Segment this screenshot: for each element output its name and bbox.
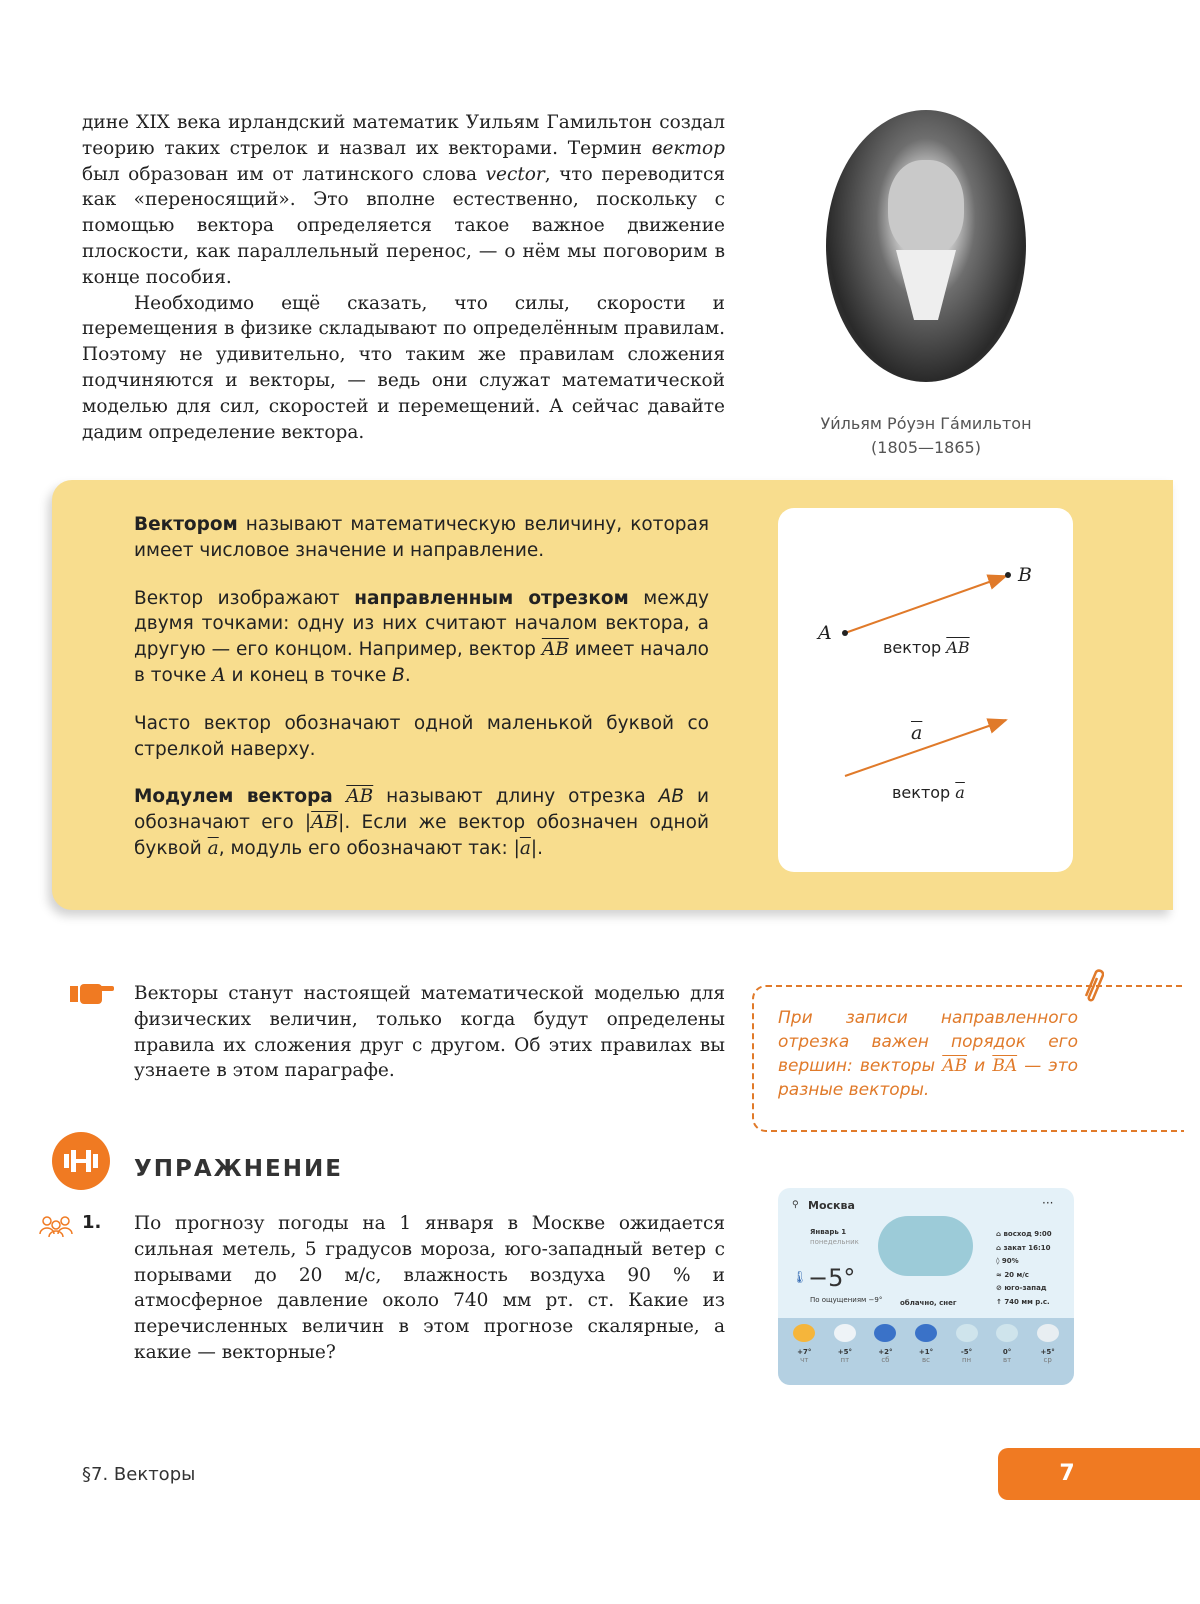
- cloud-snow-icon: [878, 1216, 973, 1276]
- location-pin-icon: ⚲: [792, 1200, 799, 1210]
- exercise-number: 1.: [82, 1212, 102, 1233]
- forecast-weather-icon: [915, 1324, 937, 1342]
- weather-widget: [778, 1188, 1074, 1385]
- text: — это разные векторы.: [778, 1056, 1078, 1100]
- detail-sunset: ⌂ закат 16:10: [996, 1243, 1051, 1252]
- text: .: [404, 664, 411, 686]
- weather-feels: По ощущениям −9°: [810, 1296, 883, 1304]
- vector-notation: $\overline{AB}$: [311, 812, 339, 834]
- exercise-text: По прогнозу погоды на 1 января в Москве ожидается сильная метель, 5 градусов мороза, юго-западный ветер с порывами до 20 м/с, влажность воздуха 90 % и атмосферное давление около 740 мм рт. ст. Какие из перечисленных величин в этом прогнозе скалярные, а какие — векторные?: [134, 1213, 725, 1363]
- hamilton-portrait: [826, 110, 1026, 382]
- math: B: [392, 664, 405, 686]
- forecast-temp: +5°: [837, 1348, 852, 1356]
- forecast-temp: +1°: [918, 1348, 934, 1356]
- text: называют длину отрезка: [373, 786, 659, 808]
- vector-notation: $\overline{AB}$: [346, 786, 374, 808]
- forecast-weekday: чт: [800, 1356, 809, 1364]
- forecast-day: [989, 1324, 1025, 1364]
- text: 20 м/с: [1004, 1270, 1029, 1279]
- forecast-weather-icon: [996, 1324, 1018, 1342]
- paragraph: Необходимо ещё сказать, что силы, скорости и перемещения в физике складывают по определённым правилам. Поэтому не удивительно, что таким же правилам сложения подчиняются и векторы, — ведь они служат математической моделью для сил, скоростей и перемещений. А сейчас давайте дадим определение вектора.: [82, 292, 725, 443]
- forecast-weekday: сб: [881, 1356, 890, 1364]
- text: закат 16:10: [1003, 1243, 1051, 1252]
- bold-term: Вектором: [134, 514, 238, 535]
- vector-diagram: [778, 508, 1073, 872]
- forecast-temp: +2°: [878, 1348, 893, 1356]
- detail-pressure: ↑ 740 мм р.с.: [996, 1297, 1050, 1306]
- detail-direction: ⊘ юго-запад: [996, 1284, 1047, 1293]
- forecast-day: [827, 1324, 863, 1364]
- forecast-day: [949, 1324, 985, 1364]
- forecast-weather-icon: [793, 1324, 815, 1342]
- weather-weekday: понедельник: [810, 1238, 859, 1246]
- forecast-weather-icon: [874, 1324, 896, 1342]
- bold-term: Модулем вектора: [134, 786, 347, 808]
- forecast-strip: [778, 1318, 1074, 1385]
- vector-notation: $\overline{AB}$: [946, 638, 970, 657]
- section-title: §7. Векторы: [82, 1464, 196, 1485]
- vector-notation: $\overline{AB}$: [541, 639, 569, 661]
- text: и обозначают его |: [134, 786, 709, 834]
- text: называют математическую величину, которая имеет числовое значение и направление.: [134, 514, 709, 561]
- pointing-hand-icon: [70, 980, 116, 1006]
- vector-notation: $\overline{a}$: [519, 837, 531, 859]
- text: был образован им от латинского слова: [82, 163, 486, 185]
- note-paragraph: Векторы станут настоящей математической моделью для физических величин, только когда будут определены правила их сложения друг с другом. Об этих правилах вы узнаете в этом параграфе.: [134, 983, 725, 1082]
- weather-city: Москва: [808, 1199, 855, 1212]
- dumbbell-icon: [52, 1132, 110, 1190]
- bold-term: направленным отрезком: [354, 587, 629, 609]
- intro-text: [82, 110, 725, 445]
- detail-sunrise: ⌂ восход 9:00: [996, 1230, 1052, 1238]
- portrait-caption: [790, 412, 1062, 460]
- definition-text: [134, 512, 709, 884]
- forecast-day: [786, 1324, 822, 1364]
- forecast-weekday: вс: [921, 1356, 930, 1364]
- portrait-name: Уи́льям Ро́уэн Га́мильтон: [820, 414, 1032, 433]
- point-a: [842, 630, 848, 636]
- vector-notation: $\overline{a}$: [207, 837, 219, 859]
- page-number: 7: [998, 1448, 1200, 1500]
- forecast-day: [908, 1324, 944, 1364]
- forecast-weekday: вт: [1002, 1356, 1012, 1364]
- label-b: B: [1018, 564, 1032, 586]
- text: , модуль его обозначают так: |: [218, 837, 520, 859]
- text: Вектор изображают: [134, 587, 355, 609]
- detail-humidity: ◊ 90%: [996, 1257, 1019, 1266]
- forecast-temp: 0°: [1002, 1348, 1012, 1356]
- vector-notation: $\overline{BA}$: [992, 1056, 1018, 1076]
- text: 90%: [1001, 1257, 1019, 1266]
- forecast-temp: +7°: [797, 1348, 812, 1356]
- weather-condition: облачно, снег: [900, 1299, 957, 1307]
- weather-menu-icon: ···: [1042, 1196, 1054, 1210]
- vector-a-arrow: [845, 720, 1006, 776]
- vector-notation: $\overline{AB}$: [942, 1056, 968, 1076]
- exercise-heading: УПРАЖНЕНИЕ: [134, 1156, 343, 1182]
- group-work-icon: [38, 1212, 74, 1238]
- math: A: [212, 664, 226, 686]
- math: AB: [658, 786, 685, 808]
- forecast-weather-icon: [834, 1324, 856, 1342]
- point-b: [1005, 572, 1011, 578]
- text: 740 мм р.с.: [1004, 1297, 1050, 1306]
- forecast-temp: -5°: [960, 1348, 973, 1356]
- forecast-weekday: пт: [840, 1356, 850, 1364]
- paperclip-icon: [1080, 966, 1104, 1002]
- vector-notation: $\overline{a}$: [955, 783, 965, 802]
- text: |.: [530, 837, 543, 859]
- detail-wind: ≈ 20 м/с: [996, 1270, 1029, 1279]
- text: вектор: [892, 783, 956, 802]
- text: вектор: [883, 638, 947, 657]
- text: и: [967, 1056, 993, 1076]
- text: При записи направленного отрезка важен порядок его вершин: векторы: [778, 1008, 1078, 1076]
- label-vector-ab: [883, 638, 970, 657]
- forecast-weather-icon: [956, 1324, 978, 1342]
- weather-details: [996, 1228, 1052, 1310]
- text: |. Если же вектор обозначен одной буквой: [134, 812, 709, 859]
- text: между двумя точками: одну из них считают началом вектора, а другую — его концом. Например, вектор: [134, 587, 710, 661]
- portrait-years: (1805—1865): [871, 438, 981, 457]
- text: дине XIX века ирландский математик Уильям Гамильтон создал теорию таких стрелок и назвал их векторами. Термин: [82, 112, 725, 159]
- tip-text: [778, 1006, 1078, 1102]
- label-vector-a: [892, 783, 965, 802]
- label-vec-a: $\overline{a}$: [911, 722, 923, 744]
- text: и конец в точке: [225, 664, 393, 686]
- weather-temp: −5°: [808, 1264, 856, 1292]
- weather-date: Январь 1: [810, 1228, 847, 1236]
- text: , что переводится как «переносящий». Это вполне естественно, поскольку с помощью вектора определяется такое важное движение плоскости, как параллельный перенос, — о нём мы поговорим в конце пособия.: [82, 163, 725, 288]
- forecast-weather-icon: [1037, 1324, 1059, 1342]
- label-a: A: [818, 622, 832, 644]
- vector-ab-arrow: [845, 576, 1006, 633]
- forecast-day: [867, 1324, 903, 1364]
- paragraph: Часто вектор обозначают одной маленькой буквой со стрелкой наверху.: [134, 712, 709, 760]
- text: юго-запад: [1004, 1284, 1047, 1293]
- text: восход 9:00: [1003, 1230, 1052, 1238]
- term: вектор: [651, 137, 725, 159]
- vector-arrows: [778, 508, 1073, 872]
- text: имеет начало в точке: [134, 639, 710, 686]
- forecast-weekday: пн: [961, 1356, 972, 1364]
- thermometer-icon: 🌡: [792, 1270, 808, 1284]
- forecast-temp: +5°: [1040, 1348, 1055, 1356]
- forecast-day: [1030, 1324, 1066, 1364]
- latin-word: vector: [485, 163, 545, 185]
- forecast-weekday: ср: [1043, 1356, 1052, 1364]
